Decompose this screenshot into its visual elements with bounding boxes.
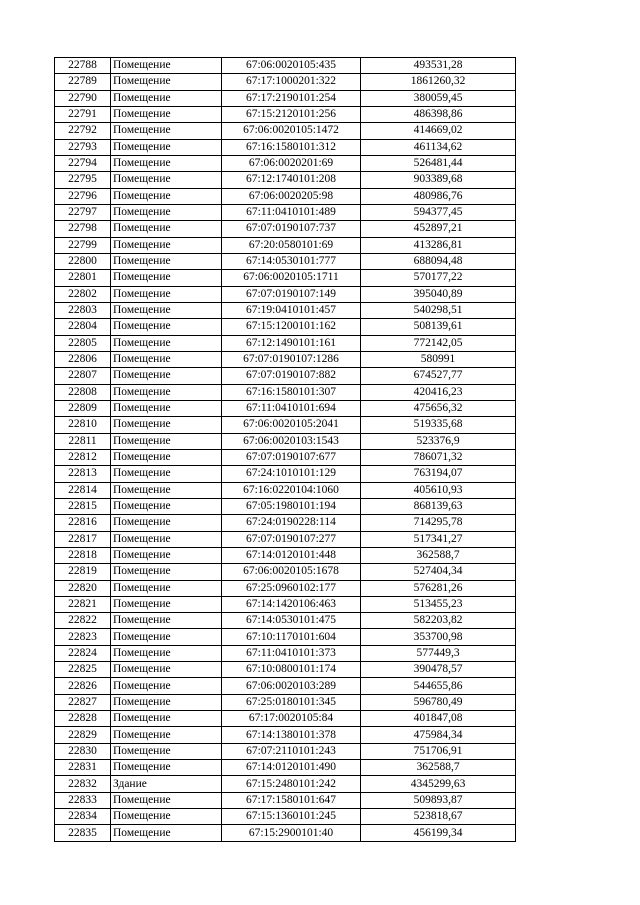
object-type-cell: Помещение [111,613,222,629]
cadastral-value-cell: 576281,26 [361,580,516,596]
cadastral-value-cell: 714295,78 [361,515,516,531]
row-number-cell: 22818 [55,547,111,563]
row-number-cell: 22826 [55,678,111,694]
cadastral-value-cell: 362588,7 [361,760,516,776]
object-type-cell: Помещение [111,466,222,482]
object-type-cell: Помещение [111,645,222,661]
cadastral-number-cell: 67:19:0410101:457 [222,302,361,318]
object-type-cell: Помещение [111,139,222,155]
table-row [55,580,516,596]
table-row [55,433,516,449]
row-number-cell: 22793 [55,139,111,155]
cadastral-value-cell: 420416,23 [361,384,516,400]
cadastral-value-cell: 772142,05 [361,335,516,351]
object-type-cell: Помещение [111,155,222,171]
table-row [55,662,516,678]
cadastral-value-cell: 401847,08 [361,711,516,727]
object-type-cell: Помещение [111,498,222,514]
row-number-cell: 22800 [55,253,111,269]
cadastral-number-cell: 67:06:0020105:2041 [222,417,361,433]
row-number-cell: 22819 [55,564,111,580]
table-row [55,237,516,253]
object-type-cell: Помещение [111,580,222,596]
object-type-cell: Помещение [111,825,222,841]
object-type-cell: Помещение [111,368,222,384]
cadastral-number-cell: 67:06:0020103:289 [222,678,361,694]
row-number-cell: 22820 [55,580,111,596]
table-row [55,204,516,220]
cadastral-number-cell: 67:24:0190228:114 [222,515,361,531]
cadastral-value-cell: 763194,07 [361,466,516,482]
object-type-cell: Помещение [111,678,222,694]
object-type-cell: Помещение [111,727,222,743]
row-number-cell: 22831 [55,760,111,776]
cadastral-value-cell: 362588,7 [361,547,516,563]
cadastral-number-cell: 67:10:1170101:604 [222,629,361,645]
table-row [55,270,516,286]
row-number-cell: 22807 [55,368,111,384]
cadastral-value-cell: 527404,34 [361,564,516,580]
row-number-cell: 22792 [55,123,111,139]
row-number-cell: 22833 [55,792,111,808]
row-number-cell: 22809 [55,400,111,416]
table-row [55,417,516,433]
row-number-cell: 22806 [55,351,111,367]
cadastral-number-cell: 67:14:0120101:448 [222,547,361,563]
cadastral-number-cell: 67:16:0220104:1060 [222,482,361,498]
table-row [55,188,516,204]
row-number-cell: 22808 [55,384,111,400]
row-number-cell: 22814 [55,482,111,498]
table-row [55,498,516,514]
cadastral-value-cell: 405610,93 [361,482,516,498]
cadastral-value-cell: 540298,51 [361,302,516,318]
cadastral-value-cell: 544655,86 [361,678,516,694]
cadastral-value-cell: 413286,81 [361,237,516,253]
object-type-cell: Помещение [111,694,222,710]
object-type-cell: Помещение [111,319,222,335]
cadastral-number-cell: 67:15:1200101:162 [222,319,361,335]
cadastral-value-cell: 480986,76 [361,188,516,204]
cadastral-number-cell: 67:07:0190107:677 [222,449,361,465]
object-type-cell: Помещение [111,302,222,318]
table-row [55,302,516,318]
table-row [55,743,516,759]
cadastral-number-cell: 67:15:1360101:245 [222,809,361,825]
row-number-cell: 22832 [55,776,111,792]
cadastral-number-cell: 67:14:0120101:490 [222,760,361,776]
table-row [55,515,516,531]
table-row [55,613,516,629]
cadastral-value-cell: 786071,32 [361,449,516,465]
cadastral-number-cell: 67:06:0020105:1472 [222,123,361,139]
table-row [55,678,516,694]
table-row [55,449,516,465]
row-number-cell: 22796 [55,188,111,204]
cadastral-value-cell: 380059,45 [361,90,516,106]
row-number-cell: 22794 [55,155,111,171]
object-type-cell: Помещение [111,286,222,302]
table-row [55,760,516,776]
cadastral-number-cell: 67:11:0410101:489 [222,204,361,220]
row-number-cell: 22802 [55,286,111,302]
cadastral-number-cell: 67:10:0800101:174 [222,662,361,678]
row-number-cell: 22813 [55,466,111,482]
object-type-cell: Помещение [111,760,222,776]
cadastral-number-cell: 67:15:2120101:256 [222,106,361,122]
cadastral-value-cell: 395040,89 [361,286,516,302]
table-row [55,74,516,90]
table-row [55,335,516,351]
cadastral-value-cell: 475656,32 [361,400,516,416]
object-type-cell: Помещение [111,547,222,563]
cadastral-value-cell: 903389,68 [361,172,516,188]
table-row [55,596,516,612]
cadastral-value-cell: 570177,22 [361,270,516,286]
cadastral-value-cell: 868139,63 [361,498,516,514]
row-number-cell: 22823 [55,629,111,645]
table-row [55,123,516,139]
cadastral-value-cell: 523818,67 [361,809,516,825]
row-number-cell: 22830 [55,743,111,759]
row-number-cell: 22829 [55,727,111,743]
cadastral-value-cell: 486398,86 [361,106,516,122]
table-row [55,564,516,580]
object-type-cell: Помещение [111,417,222,433]
cadastral-number-cell: 67:11:0410101:373 [222,645,361,661]
cadastral-value-cell: 596780,49 [361,694,516,710]
object-type-cell: Помещение [111,792,222,808]
cadastral-number-cell: 67:06:0020105:435 [222,58,361,74]
row-number-cell: 22812 [55,449,111,465]
cadastral-value-cell: 508139,61 [361,319,516,335]
row-number-cell: 22834 [55,809,111,825]
cadastral-number-cell: 67:11:0410101:694 [222,400,361,416]
cadastral-value-cell: 594377,45 [361,204,516,220]
object-type-cell: Помещение [111,335,222,351]
cadastral-number-cell: 67:15:2900101:40 [222,825,361,841]
cadastral-number-cell: 67:06:0020105:1711 [222,270,361,286]
document-sheet [54,57,507,842]
table-row [55,368,516,384]
object-type-cell: Помещение [111,58,222,74]
row-number-cell: 22835 [55,825,111,841]
table-row [55,400,516,416]
cadastral-value-cell: 751706,91 [361,743,516,759]
cadastral-value-cell: 509893,87 [361,792,516,808]
object-type-cell: Помещение [111,515,222,531]
cadastral-value-cell: 523376,9 [361,433,516,449]
row-number-cell: 22788 [55,58,111,74]
cadastral-value-cell: 461134,62 [361,139,516,155]
object-type-cell: Помещение [111,90,222,106]
cadastral-value-cell: 456199,34 [361,825,516,841]
cadastral-number-cell: 67:17:2190101:254 [222,90,361,106]
cadastral-number-cell: 67:12:1740101:208 [222,172,361,188]
row-number-cell: 22789 [55,74,111,90]
cadastral-number-cell: 67:06:0020201:69 [222,155,361,171]
table-row [55,531,516,547]
cadastral-number-cell: 67:14:1420106:463 [222,596,361,612]
row-number-cell: 22805 [55,335,111,351]
table-row [55,384,516,400]
cadastral-number-cell: 67:07:0190107:277 [222,531,361,547]
object-type-cell: Помещение [111,662,222,678]
cadastral-number-cell: 67:06:0020205:98 [222,188,361,204]
cadastral-value-cell: 688094,48 [361,253,516,269]
object-type-cell: Помещение [111,809,222,825]
object-type-cell: Помещение [111,400,222,416]
cadastral-number-cell: 67:16:1580101:312 [222,139,361,155]
cadastral-number-cell: 67:07:0190107:1286 [222,351,361,367]
cadastral-number-cell: 67:17:1000201:322 [222,74,361,90]
cadastral-value-cell: 1861260,32 [361,74,516,90]
cadastral-number-cell: 67:07:0190107:882 [222,368,361,384]
row-number-cell: 22816 [55,515,111,531]
object-type-cell: Помещение [111,743,222,759]
cadastral-value-cell: 493531,28 [361,58,516,74]
cadastral-value-cell: 674527,77 [361,368,516,384]
table-row [55,319,516,335]
cadastral-number-cell: 67:05:1980101:194 [222,498,361,514]
row-number-cell: 22827 [55,694,111,710]
table-row [55,351,516,367]
table-row [55,809,516,825]
cadastral-number-cell: 67:06:0020105:1678 [222,564,361,580]
table-row [55,253,516,269]
table-row [55,792,516,808]
table-row [55,139,516,155]
table-row [55,466,516,482]
cadastral-number-cell: 67:07:2110101:243 [222,743,361,759]
object-type-cell: Помещение [111,106,222,122]
table-row [55,825,516,841]
object-type-cell: Помещение [111,711,222,727]
object-type-cell: Помещение [111,629,222,645]
object-type-cell: Помещение [111,253,222,269]
table-row [55,711,516,727]
row-number-cell: 22817 [55,531,111,547]
cadastral-value-cell: 577449,3 [361,645,516,661]
cadastral-number-cell: 67:16:1580101:307 [222,384,361,400]
cadastral-value-cell: 513455,23 [361,596,516,612]
row-number-cell: 22795 [55,172,111,188]
cadastral-number-cell: 67:25:0960102:177 [222,580,361,596]
table-row [55,221,516,237]
object-type-cell: Помещение [111,221,222,237]
object-type-cell: Помещение [111,270,222,286]
object-type-cell: Помещение [111,123,222,139]
cadastral-value-cell: 580991 [361,351,516,367]
object-type-cell: Помещение [111,564,222,580]
cadastral-value-cell: 390478,57 [361,662,516,678]
cadastral-number-cell: 67:25:0180101:345 [222,694,361,710]
object-type-cell: Помещение [111,433,222,449]
cadastral-number-cell: 67:24:1010101:129 [222,466,361,482]
cadastral-number-cell: 67:14:0530101:475 [222,613,361,629]
table-row [55,547,516,563]
table-row [55,106,516,122]
cadastral-value-cell: 4345299,63 [361,776,516,792]
cadastral-number-cell: 67:20:0580101:69 [222,237,361,253]
object-type-cell: Помещение [111,596,222,612]
row-number-cell: 22815 [55,498,111,514]
object-type-cell: Помещение [111,351,222,367]
table-row [55,90,516,106]
cadastral-number-cell: 67:07:0190107:737 [222,221,361,237]
table-body [55,58,516,842]
cadastral-value-cell: 353700,98 [361,629,516,645]
row-number-cell: 22825 [55,662,111,678]
object-type-cell: Помещение [111,74,222,90]
table-row [55,482,516,498]
row-number-cell: 22803 [55,302,111,318]
table-row [55,694,516,710]
row-number-cell: 22810 [55,417,111,433]
row-number-cell: 22790 [55,90,111,106]
row-number-cell: 22798 [55,221,111,237]
cadastral-value-cell: 526481,44 [361,155,516,171]
object-type-cell: Здание [111,776,222,792]
object-type-cell: Помещение [111,531,222,547]
row-number-cell: 22822 [55,613,111,629]
table-row [55,727,516,743]
table-row [55,776,516,792]
cadastral-number-cell: 67:17:1580101:647 [222,792,361,808]
cadastral-number-cell: 67:06:0020103:1543 [222,433,361,449]
object-type-cell: Помещение [111,188,222,204]
table-row [55,155,516,171]
table-row [55,629,516,645]
object-type-cell: Помещение [111,204,222,220]
row-number-cell: 22811 [55,433,111,449]
cadastral-number-cell: 67:14:1380101:378 [222,727,361,743]
cadastral-value-cell: 452897,21 [361,221,516,237]
cadastral-value-table [54,57,516,842]
table-row [55,286,516,302]
cadastral-value-cell: 414669,02 [361,123,516,139]
cadastral-number-cell: 67:14:0530101:777 [222,253,361,269]
table-row [55,58,516,74]
object-type-cell: Помещение [111,384,222,400]
row-number-cell: 22828 [55,711,111,727]
row-number-cell: 22797 [55,204,111,220]
row-number-cell: 22791 [55,106,111,122]
row-number-cell: 22804 [55,319,111,335]
cadastral-number-cell: 67:15:2480101:242 [222,776,361,792]
cadastral-value-cell: 475984,34 [361,727,516,743]
row-number-cell: 22799 [55,237,111,253]
cadastral-value-cell: 582203,82 [361,613,516,629]
object-type-cell: Помещение [111,172,222,188]
row-number-cell: 22821 [55,596,111,612]
row-number-cell: 22801 [55,270,111,286]
object-type-cell: Помещение [111,449,222,465]
cadastral-number-cell: 67:17:0020105:84 [222,711,361,727]
table-row [55,645,516,661]
object-type-cell: Помещение [111,482,222,498]
cadastral-number-cell: 67:07:0190107:149 [222,286,361,302]
object-type-cell: Помещение [111,237,222,253]
row-number-cell: 22824 [55,645,111,661]
cadastral-number-cell: 67:12:1490101:161 [222,335,361,351]
table-row [55,172,516,188]
cadastral-value-cell: 519335,68 [361,417,516,433]
cadastral-value-cell: 517341,27 [361,531,516,547]
